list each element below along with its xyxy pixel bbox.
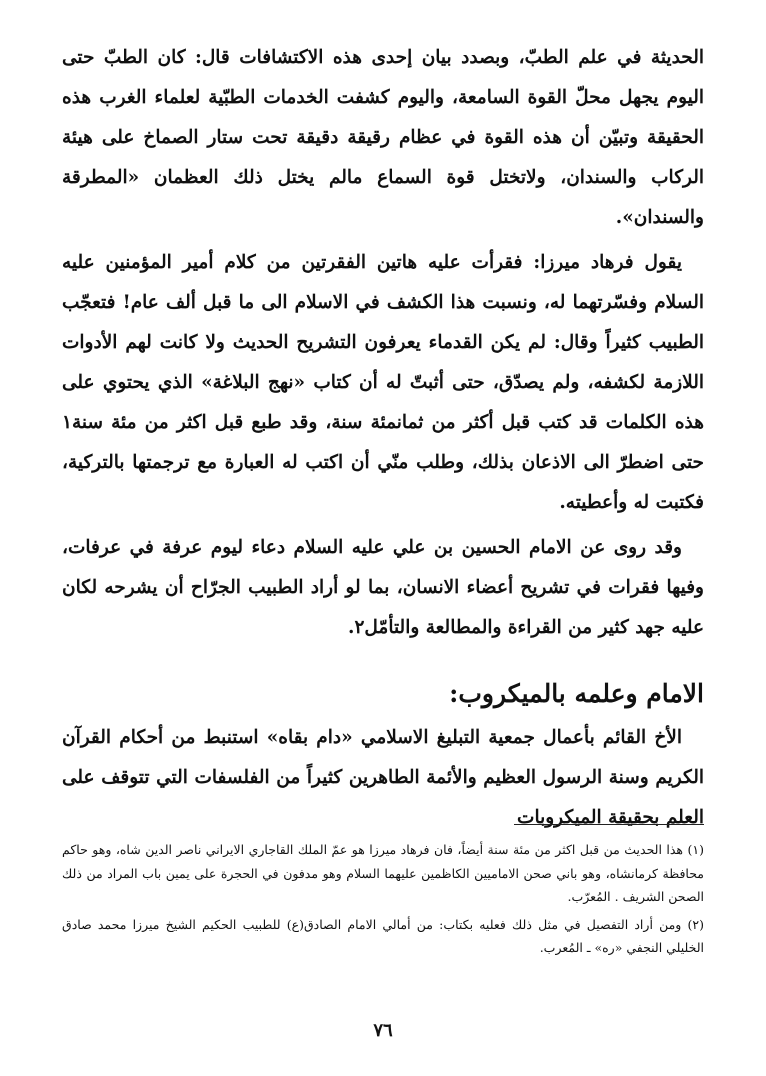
footnote: (٢) ومن أراد التفصيل في مثل ذلك فعليه بكتاب: من أمالي الامام الصادق(ع) للطبيب الحكيم الشيخ ميرزا محمد صادق الخليلي النجفي «ره» ـ المُعرب. [62, 916, 704, 955]
footnotes [62, 838, 704, 964]
body-text [62, 38, 704, 648]
section-heading: الامام وعلمه بالميكروب: [449, 679, 704, 708]
paragraph: يقول فرهاد ميرزا: فقرأت عليه هاتين الفقرتين من كلام أمير المؤمنين عليه السلام وفسّرتهما له، ونسبت هذا الكشف في الاسلام الى ما قبل ألف عام! فتعجّب الطبيب كثيراً وقال: لم يكن القدماء يعرفون التشريح الحديث ولا كانت لهم الأدوات اللازمة لكشفه، ولم يصدّق، حتى أثبتّ له أن كتاب «نهج البلاغة» الذي يحتوي على هذه الكلمات قد كتب قبل أكثر من ثمانمئة سنة، وقد طبع قبل اكثر من مئة سنة١ حتى اضطرّ الى الاذعان بذلك، وطلب منّي أن اكتب له العبارة مع ترجمتها بالتركية، فكتبت له وأعطيته. [62, 252, 704, 513]
paragraph: وقد روى عن الامام الحسين بن علي عليه السلام دعاء ليوم عرفة في عرفات، وفيها فقرات في تشريح أعضاء الانسان، بما لو أراد الطبيب الجرّاح أن يشرحه لكان عليه جهد كثير من القراءة والمطالعة والتأمّل٢. [62, 537, 704, 638]
page-number: ٧٦ [373, 1020, 393, 1041]
footnote: (١) هذا الحديث من قبل اكثر من مئة سنة أيضاً، فان فرهاد ميرزا هو عمّ الملك القاجاري الايراني ناصر الدين شاه، وهو حاكم محافظة كرمانشاه، وهو باني صحن الاماميين الكاظمين عليهما السلام وهو مدفون في الحجرة على يمين باب المراد من ذلك الصحن الشريف . المُعرّب. [62, 842, 704, 904]
footnote-divider [514, 824, 704, 825]
paragraph: الحديثة في علم الطبّ، وبصدد بيان إحدى هذه الاكتشافات قال: كان الطبّ حتى اليوم يجهل محلّ القوة السامعة، واليوم كشفت الخدمات الطبّية لعلماء الغرب هذه الحقيقة وتبيّن أن هذه القوة في عظام رقيقة دقيقة تحت ستار الصماخ على هيئة الركاب والسندان، ولاتختل قوة السماع مالم يختل ذلك العظمان «المطرقة والسندان». [62, 47, 704, 228]
paragraph: الأخ القائم بأعمال جمعية التبليغ الاسلامي «دام بقاه» استنبط من أحكام القرآن الكريم وسنة الرسول العظيم والأئمة الطاهرين كثيراً من الفلسفات التي تتوقف على العلم بحقيقة الميكروبات [62, 727, 704, 828]
section-body [62, 718, 704, 838]
book-page [62, 38, 704, 1048]
